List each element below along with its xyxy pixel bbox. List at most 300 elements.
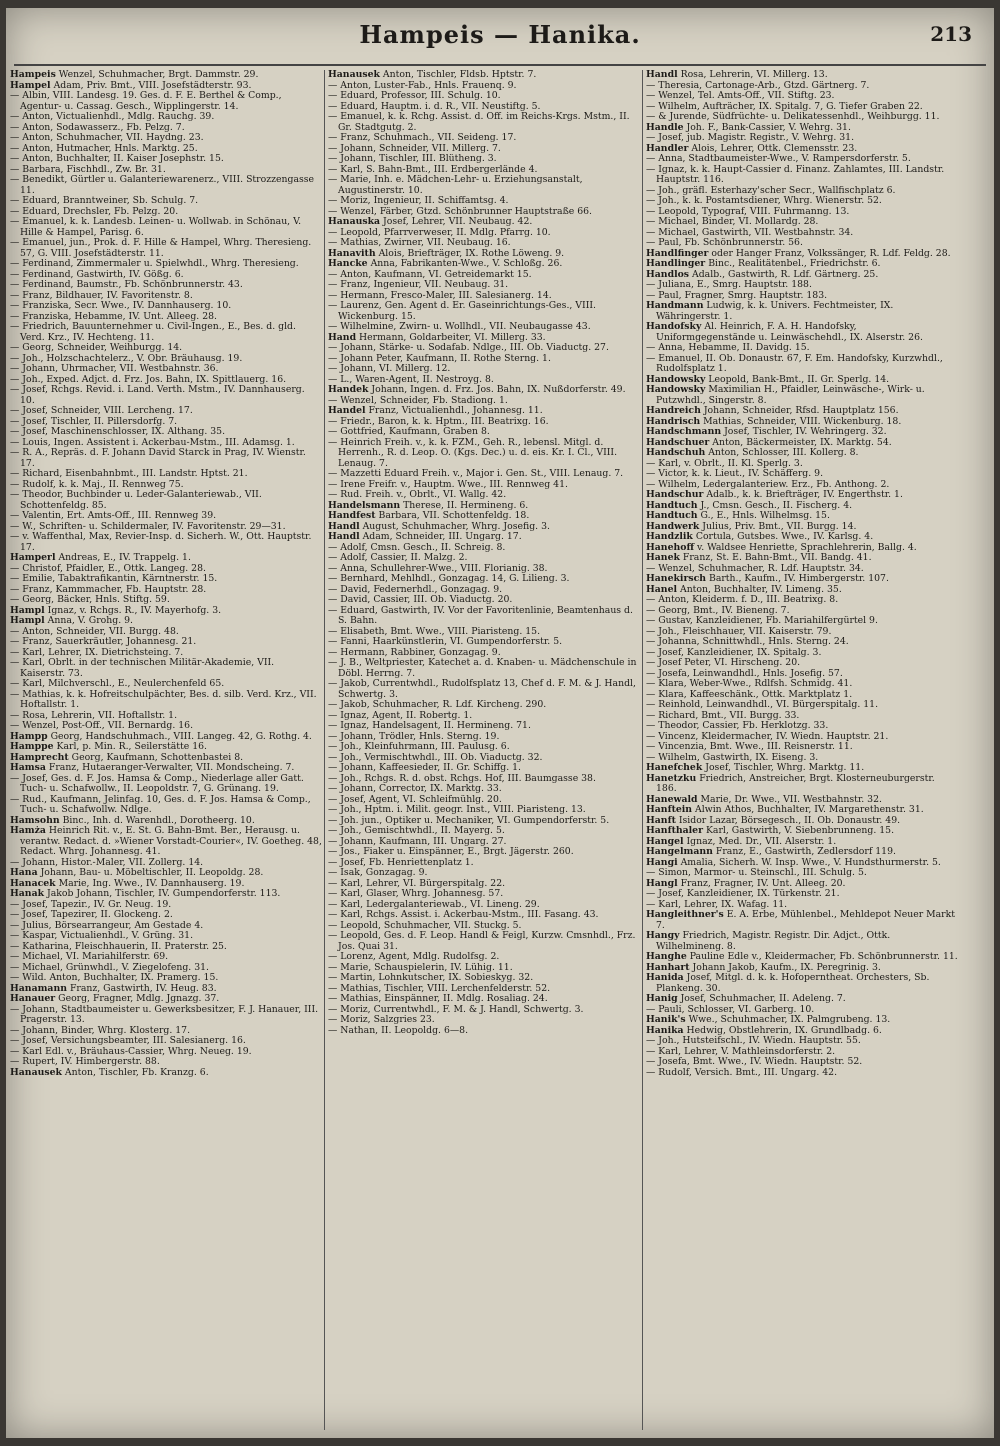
directory-entry — [10, 385, 322, 406]
entry-text: — Rud., Kaufmann, Jelinfag. 10, Ges. d. F. Jos. Hamsa & Comp., Tuch- u. Schafwollw. Ndlge. — [10, 793, 311, 815]
entry-surname: Hamża — [10, 825, 46, 836]
entry-text: — Lorenz, Agent, Mdlg. Rudolfsg. 2. — [328, 951, 500, 962]
entry-text: — Joh., Hptm. i. Milit. geogr. Inst., VIII. Piaristeng. 13. — [328, 804, 586, 815]
entry-text: — Ferdinand, Zimmermaler u. Spielwhdl., Whrg. Theresieng. — [10, 258, 299, 269]
entry-surname: Hampl — [10, 604, 45, 616]
entry-text: — Hermann, Fresco-Maler, III. Salesianerg. 14. — [328, 289, 552, 301]
entry-text: Maximilian H., Pfaidler, Leinwäsche-, Wirk- u. Putzwhdl., Singerstr. 8. — [656, 384, 925, 406]
entry-surname: Hanft — [646, 814, 676, 826]
entry-text: — Michael, VI. Mariahilferstr. 69. — [10, 951, 169, 962]
entry-text: — Karl, Rchgs. Assist. i. Ackerbau-Mstm., III. Fasang. 43. — [328, 909, 599, 920]
entry-text: Al. Heinrich, F. A. H. Handofsky, Uniformgegenstände u. Leinwäschehdl., IX. Alserstr. 26. — [656, 321, 923, 343]
entry-text: — Theodor, Buchbinder u. Leder-Galanteriewab., VII. Schottenfeldg. 85. — [10, 489, 262, 511]
entry-text: — Anton, Kleiderm. f. D., III. Beatrixg. 8. — [646, 594, 839, 605]
entry-text: Amalia, Sicherh. W. Insp. Wwe., V. Hundsthurmerstr. 5. — [680, 856, 941, 868]
entry-surname: Handofsky — [646, 321, 702, 332]
entry-surname: Hampl — [10, 615, 45, 626]
entry-text: — Joh., Kleinfuhrmann, III. Paulusg. 6. — [328, 741, 510, 752]
entry-surname: Handel — [328, 405, 366, 416]
entry-text: — Karl, v. Obrlt., II. Kl. Sperlg. 3. — [646, 457, 803, 469]
entry-text: Friedrich, Anstreicher, Brgt. Klosterneuburgerstr. 186. — [656, 772, 935, 794]
entry-text: — Emilie, Tabaktrafikantin, Kärntnerstr. 15. — [10, 573, 218, 584]
directory-entry — [10, 658, 322, 679]
entry-text: — Wild. Anton, Buchhalter, IX. Pramerg. 15. — [10, 972, 219, 983]
entry-text: — Georg, Bmt., IV. Bieneng. 7. — [646, 604, 790, 616]
entry-text: — Mathias, Tischler, VIII. Lerchenfelderstr. 52. — [328, 982, 551, 994]
directory-entry — [328, 175, 640, 196]
entry-text: — Johann, Stärke- u. Sodafab. Ndlge., III. Ob. Viaductg. 27. — [328, 342, 609, 353]
entry-text: — Rudolf, k. k. Maj., II. Rennweg 75. — [10, 478, 184, 490]
entry-text: — Johann, Binder, Whrg. Klosterg. 17. — [10, 1024, 191, 1036]
entry-text: — David, Cassier, III. Ob. Viaductg. 20. — [328, 594, 513, 605]
entry-text: — Josefa, Bmt. Wwe., IV. Wiedn. Hauptstr. 52. — [646, 1056, 863, 1067]
entry-text: Anton, Schlosser, III. Kollerg. 8. — [708, 447, 859, 458]
entry-text: — Emanuel, II. Ob. Donaustr. 67, F. Em. Handofsky, Kurzwhdl., Rudolfsplatz 1. — [646, 352, 943, 374]
entry-text: Ludwig, k. k. Univers. Fechtmeister, IX. Währingerstr. 1. — [656, 300, 894, 322]
entry-text: Binc., Realitätenbel., Friedrichstr. 6. — [708, 258, 881, 269]
entry-surname: Handwerk — [646, 520, 700, 532]
entry-text: — Wenzel, Färber, Gtzd. Schönbrunner Hauptstraße 66. — [328, 205, 593, 217]
entry-text: — Karl, Lehrer, IX. Dietrichsteing. 7. — [10, 646, 184, 658]
entry-text: — Georg, Bäcker, Hnls. Stiftg. 59. — [10, 594, 170, 605]
entry-text: — Wenzel, Schneider, Fb. Stadiong. 1. — [328, 394, 508, 406]
entry-text: August, Schuhmacher, Whrg. Josefig. 3. — [362, 520, 550, 532]
entry-surname: Hangelmann — [646, 846, 713, 857]
entry-text: — Valentin, Ert. Amts-Off., III. Rennweg 39. — [10, 510, 217, 521]
directory-entry — [10, 1068, 322, 1079]
directory-entry — [646, 301, 958, 322]
entry-text: — Theodor, Cassier, Fb. Herklotzg. 33. — [646, 720, 829, 731]
entry-text: — Josef, Schneider, VIII. Lercheng. 17. — [10, 405, 193, 416]
directory-entry — [646, 354, 958, 375]
entry-text: — Karl, Glaser, Whrg. Johannesg. 57. — [328, 888, 504, 899]
entry-text: — Josef, Tapezirer, II. Glockeng. 2. — [10, 909, 173, 920]
entry-surname: Hanamann — [10, 982, 67, 994]
entry-surname: Hangleithner's — [646, 909, 724, 920]
entry-surname: Handler — [646, 142, 689, 154]
directory-entry — [646, 774, 958, 795]
entry-surname: Handschur — [646, 489, 704, 500]
entry-text: — Kaspar, Victualienhdl., V. Grüng. 31. — [10, 930, 194, 941]
entry-surname: Hanehoff — [646, 541, 695, 553]
entry-text: — W., Schriften- u. Schildermaler, IV. Favoritenstr. 29—31. — [10, 520, 286, 532]
entry-text: — Joh., k. k. Postamtsdiener, Whrg. Wienerstr. 52. — [646, 195, 882, 206]
directory-entry — [646, 910, 958, 931]
entry-text: Anton, Tischler, Fb. Kranzg. 6. — [64, 1066, 209, 1078]
entry-text: — Martin, Lohnkutscher, IX. Sobieskyg. 32. — [328, 972, 534, 983]
entry-text: Marie, Dr. Wwe., VII. Westbahnstr. 32. — [700, 793, 882, 805]
entry-text: Anna, V. Grohg. 9. — [47, 615, 133, 626]
entry-surname: Handlfinger — [646, 247, 709, 259]
entry-text: — Jakob, Schuhmacher, R. Ldf. Kircheng. 290. — [328, 699, 547, 710]
entry-text: — Anton, Luster-Fab., Hnls. Frauenq. 9. — [328, 79, 517, 91]
entry-text: — Eduard, Branntweiner, Sb. Schulg. 7. — [10, 195, 199, 206]
directory-entry — [10, 532, 322, 553]
entry-text: Therese, II. Hermineng. 6. — [403, 499, 529, 511]
entry-text: Hermann, Goldarbeiter, VI. Millerg. 33. — [359, 331, 546, 343]
entry-text: — Eduard, Drechsler, Fb. Pelzg. 20. — [10, 205, 179, 217]
entry-text: — Josef, Kanzleidiener, IX. Spitalg. 3. — [646, 646, 822, 658]
entry-text: — Josef, Rchgs. Revid. i. Land. Verth. Mstm., IV. Dannhauserg. 10. — [10, 384, 305, 406]
directory-entry — [10, 690, 322, 711]
entry-text: — Moriz, Salzgries 23. — [328, 1014, 435, 1025]
entry-text: — Karl, Ledergalanteriewab., VI. Lineng. 29. — [328, 898, 540, 910]
header-rule — [14, 64, 986, 66]
entry-text: Rosa, Lehrerin, VI. Millerg. 13. — [680, 70, 828, 80]
entry-text: Johann, Ingen. d. Frz. Jos. Bahn, IX. Nußdorferstr. 49. — [371, 384, 626, 395]
entry-surname: Hamppe — [10, 741, 54, 752]
directory-entry — [646, 165, 958, 186]
entry-text: Ignaz, v. Rchgs. R., IV. Mayerhofg. 3. — [47, 604, 222, 616]
entry-text: J., Cmsn. Gesch., II. Fischerg. 4. — [700, 499, 853, 511]
entry-text: — Pauli, Schlosser, VI. Garberg. 10. — [646, 1003, 815, 1015]
entry-text: — Eduard, Professor, III. Schulg. 10. — [328, 90, 501, 101]
entry-text: — Ignaz, Agent, II. Robertg. 1. — [328, 709, 473, 721]
entry-surname: Hanewald — [646, 793, 698, 805]
entry-text: — Josef, Tischler, II. Pillersdorfg. 7. — [10, 415, 178, 427]
entry-text: — Johann, Stadtbaumeister u. Gewerksbesitzer, F. J. Hanauer, III. Pragerstr. 13. — [10, 1003, 319, 1025]
entry-text: Wenzel, Schuhmacher, Brgt. Dammstr. 29. — [58, 70, 259, 80]
entry-surname: Hanak — [10, 888, 45, 899]
entry-surname: Hanghe — [646, 951, 687, 962]
entry-text: — Fanni, Haarkünstlerin, VI. Gumpendorferstr. 5. — [328, 636, 563, 647]
entry-text: — Anton, Schneider, VII. Burgg. 48. — [10, 625, 179, 637]
entry-text: Johann, Bau- u. Möbeltischler, II. Leopoldg. 28. — [40, 867, 264, 878]
entry-text: — Adolf, Cassier, II. Malzg. 2. — [328, 552, 468, 563]
entry-text: — Joh., Vermischtwhdl., III. Ob. Viaductg. 32. — [328, 751, 543, 763]
entry-text: — Franz, Sauerkräutler, Johannesg. 21. — [10, 636, 197, 647]
entry-surname: Hanftein — [646, 804, 693, 815]
directory-entry — [328, 112, 640, 133]
entry-text: Franz, Gastwirth, IV. Heug. 83. — [69, 982, 217, 994]
entry-text: Franz, Fragner, IV. Unt. Alleeg. 20. — [680, 877, 846, 889]
entry-text: E. A. Erbe, Mühlenbel., Mehldepot Neuer Markt 7. — [656, 909, 955, 931]
entry-surname: Handschuh — [646, 447, 706, 458]
entry-text: Johann, Schneider, Rfsd. Hauptplatz 156. — [703, 405, 899, 416]
entry-text: — Marie, Schauspielerin, IV. Lühig. 11. — [328, 961, 513, 973]
entry-text: — Emanuel, k. k. Rchg. Assist. d. Off. im Reichs-Krgs. Mstm., II. Gr. Stadtgutg. 2. — [328, 111, 630, 133]
entry-text: — Johann, Tischler, III. Blütheng. 3. — [328, 153, 497, 164]
entry-text: — Isak, Gonzagag. 9. — [328, 867, 428, 878]
entry-text: — Jakob, Currentwhdl., Rudolfsplatz 13, Chef d. F. M. & J. Handl, Schwertg. 3. — [328, 678, 636, 700]
entry-text: — v. Waffenthal, Max, Revier-Insp. d. Sicherh. W., Ott. Hauptstr. 17. — [10, 531, 312, 553]
entry-text: Leopold, Bank-Bmt., II. Gr. Sperlg. 14. — [708, 373, 890, 385]
directory-entry — [328, 1026, 640, 1037]
directory-entry — [10, 1005, 322, 1026]
entry-text: — Josef, Versichungsbeamter, III. Salesianerg. 16. — [10, 1035, 246, 1046]
entry-text: — Josef, Agent, VI. Schleifmühlg. 20. — [328, 793, 502, 805]
entry-surname: Hanig — [646, 993, 678, 1004]
entry-text: — Laurenz, Gen. Agent d. Er. Gaseinrichtungs-Ges., VIII. Wickenburg. 15. — [328, 300, 596, 322]
entry-text: — David, Federnerhdl., Gonzagag. 9. — [328, 583, 503, 595]
entry-text: — Richard, Bmt., VII. Burgg. 33. — [646, 709, 800, 721]
entry-text: — Simon, Marmor- u. Steinschl., III. Schulg. 5. — [646, 867, 867, 878]
column-3 — [646, 70, 958, 1430]
entry-text: — Bernhard, Mehlhdl., Gonzagag. 14, G. Lilieng. 3. — [328, 573, 570, 584]
entry-text: — Vincenz, Kleidermacher, IV. Wiedn. Hauptstr. 21. — [646, 730, 889, 742]
entry-surname: Handlinger — [646, 258, 706, 269]
entry-surname: Hanfthaler — [646, 825, 703, 836]
entry-text: — Eduard, Gastwirth, IV. Vor der Favoritenlinie, Beamtenhaus d. S. Bahn. — [328, 604, 633, 626]
entry-text: — Karl, Lehrer, V. Mathleinsdorferstr. 2. — [646, 1045, 836, 1057]
column-2 — [328, 70, 640, 1430]
entry-text: — Christof, Pfaidler, E., Ottk. Langeg. 28. — [10, 562, 206, 574]
entry-text: — Klara, Weber-Wwe., Rdlfsh. Schmidg. 41. — [646, 678, 853, 689]
entry-text: — Victor, k. k. Lieut., IV. Schäfferg. 9. — [646, 468, 824, 479]
entry-text: — Gustav, Kanzleidiener, Fb. Mariahilfergürtel 9. — [646, 615, 878, 626]
entry-text: — Wenzel, Post-Off., VII. Bernardg. 16. — [10, 720, 194, 731]
entry-text: — Nathan, II. Leopoldg. 6—8. — [328, 1024, 469, 1036]
entry-surname: Hamsohn — [10, 814, 60, 826]
entry-text: Josef, Tischler, IV. Wehringerg. 32. — [724, 426, 887, 437]
entry-text: — Eduard, Hauptm. i. d. R., VII. Neustiftg. 5. — [328, 100, 541, 112]
entry-text: — Paul, Fragner, Smrg. Hauptstr. 183. — [646, 289, 828, 301]
entry-text: — Johann, Corrector, IX. Marktg. 33. — [328, 783, 502, 794]
entry-text: — Karl, Lehrer, VI. Bürgerspitalg. 22. — [328, 877, 506, 889]
entry-text: — Mathias, Zwirner, VII. Neubaug. 16. — [328, 237, 511, 248]
entry-text: Georg, Kaufmann, Schottenbastei 8. — [71, 751, 244, 763]
entry-text: — Friedr., Baron, k. k. Hptm., III. Beatrixg. 16. — [328, 415, 549, 427]
entry-text: — Rosa, Lehrerin, VII. Hoftallstr. 1. — [10, 709, 178, 721]
entry-surname: Hanausek — [328, 70, 380, 80]
entry-text: — Mathias, Einspänner, II. Mdlg. Rosaliag. 24. — [328, 993, 548, 1004]
directory-entry — [10, 490, 322, 511]
entry-text: — Ignaz, Handelsagent, II. Hermineng. 71. — [328, 720, 531, 731]
entry-text: — Leopold, Ges. d. F. Leop. Handl & Feigl, Kurzw. Cmsnhdl., Frz. Jos. Quai 31. — [328, 930, 636, 952]
entry-text: — Anna, Stadtbaumeister-Wwe., V. Rampersdorferstr. 5. — [646, 153, 911, 164]
entry-text: — Albin, VIII. Landesg. 19. Ges. d. F. E. Berthel & Comp., Agentur- u. Cassag. Gesch., Wipplingerstr. 14. — [10, 90, 282, 112]
entry-text: Hedwig, Obstlehrerin, IX. Grundlbadg. 6. — [686, 1024, 882, 1036]
directory-entry — [646, 322, 958, 343]
page-number: 213 — [930, 22, 972, 46]
entry-text: — Richard, Eisenbahnbmt., III. Landstr. Hptst. 21. — [10, 468, 248, 479]
entry-text: — Emanuel, k. k. Landesb. Leinen- u. Wollwab. in Schönau, V. Hille & Hampel, Parisg. 6. — [10, 216, 302, 238]
entry-text: Georg, Handschuhmach., VIII. Langeg. 42, G. Rothg. 4. — [50, 730, 312, 742]
directory-entry — [10, 91, 322, 112]
entry-text: — Josef, Kanzleidiener, IX. Türkenstr. 21. — [646, 888, 840, 899]
entry-text: Friedrich, Magistr. Registr. Dir. Adjct., Ottk. Wilhelmineng. 8. — [656, 930, 891, 952]
entry-surname: Handl — [646, 70, 678, 80]
entry-text: — Vincenzia, Bmt. Wwe., III. Reisnerstr. 11. — [646, 741, 853, 752]
entry-surname: Hanika — [646, 1024, 684, 1036]
directory-entry — [10, 795, 322, 816]
entry-text: — Johann, Trödler, Hnls. Sterng. 19. — [328, 730, 500, 742]
entry-surname: Handl — [328, 520, 360, 532]
entry-text: — Karl, Milchverschl., E., Neulerchenfeld 65. — [10, 678, 225, 689]
entry-text: oder Hanger Franz, Volkssänger, R. Ldf. Feldg. 28. — [711, 247, 951, 259]
entry-surname: Hangi — [646, 856, 678, 868]
entry-text: — Anton, Victualienhdl., Mdlg. Rauchg. 39. — [10, 111, 215, 122]
entry-surname: Handschmann — [646, 426, 722, 437]
entry-text: — Franz, Schuhmach., VII. Seideng. 17. — [328, 132, 517, 143]
entry-text: — Joh., Hutsteifschl., IV. Wiedn. Hauptstr. 55. — [646, 1035, 861, 1046]
entry-text: Josef, Mitgl. d. k. k. Hofoperntheat. Orchesters, Sb. Plankeng. 30. — [656, 972, 930, 994]
entry-surname: Hand — [328, 331, 357, 343]
entry-surname: Hanek — [646, 552, 680, 563]
entry-text: — Hermann, Rabbiner, Gonzagag. 9. — [328, 646, 501, 658]
entry-text: — Marie, Inh. e. Mädchen-Lehr- u. Erziehungsanstalt, Augustinerstr. 10. — [328, 174, 583, 196]
entry-text: — Leopold, Schuhmacher, VII. Stuckg. 5. — [328, 919, 522, 931]
entry-text: — Katharina, Fleischhauerin, II. Praterstr. 25. — [10, 940, 227, 952]
directory-entry — [328, 658, 640, 679]
entry-text: — Josef, Tapezir., IV. Gr. Neug. 19. — [10, 898, 172, 910]
entry-text: — Moriz, Currentwhdl., F. M. & J. Handl, Schwertg. 3. — [328, 1003, 584, 1015]
directory-entry — [10, 826, 322, 858]
directory-entry — [646, 973, 958, 994]
entry-surname: Hanavith — [328, 247, 376, 259]
entry-text: — Joh., Rchgs. R. d. obst. Rchgs. Hof, III. Baumgasse 38. — [328, 772, 596, 784]
entry-surname: Hanhart — [646, 961, 690, 973]
entry-text: Josef, Lehrer, VII. Neubaug. 42. — [383, 216, 533, 227]
entry-text: — Joh., Fleischhauer, VII. Kaiserstr. 79. — [646, 625, 832, 637]
entry-surname: Hancke — [328, 258, 368, 269]
directory-entry — [646, 931, 958, 952]
entry-text: — Michael, Binder, VI. Mollardg. 28. — [646, 216, 819, 227]
entry-surname: Hanacek — [10, 877, 56, 889]
entry-text: — Franz, Ingenieur, VII. Neubaug. 31. — [328, 279, 509, 290]
directory-entry — [328, 438, 640, 470]
directory-entry — [328, 606, 640, 627]
directory-entry — [10, 175, 322, 196]
entry-surname: Hangel — [646, 835, 684, 847]
entry-text: Franz, Hutaeranger-Verwalter, VII. Mondscheing. 7. — [48, 762, 295, 773]
entry-text: Adam, Priv. Bmt., VIII. Josefstädterstr. 93. — [53, 79, 252, 91]
entry-surname: Hanefchek — [646, 762, 703, 773]
entry-text: — Johann, Uhrmacher, VII. Westbahnstr. 36. — [10, 363, 219, 374]
entry-text: — Ferdinand, Baumstr., Fb. Schönbrunnerstr. 43. — [10, 279, 243, 290]
entry-text: — Josef, Maschinenschlosser, IX. Althang. 35. — [10, 426, 226, 437]
entry-surname: Hanida — [646, 972, 684, 983]
directory-entry — [328, 301, 640, 322]
entry-surname: Hangl — [646, 877, 678, 889]
entry-text: Alois, Lehrer, Ottk. Clemensstr. 23. — [691, 142, 858, 154]
entry-text: — Rud. Freih. v., Obrlt., VI. Wallg. 42. — [328, 489, 507, 500]
page-title: Hampeis — Hanika. — [359, 20, 641, 49]
column-divider — [642, 70, 643, 1430]
entry-surname: Hangy — [646, 930, 680, 941]
entry-text: Anton, Buchhalter, IV. Limeng. 35. — [679, 583, 842, 595]
entry-text: Josef, Schuhmacher, II. Adeleng. 7. — [680, 993, 846, 1004]
directory-entry — [10, 774, 322, 795]
entry-text: — Ignaz, k. k. Haupt-Cassier d. Finanz. Zahlamtes, III. Landstr. Hauptstr. 116. — [646, 163, 945, 185]
entry-text: Johann Jakob, Kaufm., IX. Peregrinig. 3. — [692, 961, 881, 973]
entry-text: — Reinhold, Leinwandhdl., VI. Bürgerspitalg. 11. — [646, 699, 879, 710]
entry-text: — Franziska, Secr. Wwe., IV. Dannhauserg. 10. — [10, 300, 232, 311]
entry-text: — Gottfried, Kaufmann, Graben 8. — [328, 426, 490, 437]
entry-text: — Franziska, Hebamme, IV. Unt. Alleeg. 28. — [10, 310, 218, 322]
entry-surname: Hamsa — [10, 762, 46, 773]
entry-text: — Karl, Obrlt. in der technischen Militär-Akademie, VII. Kaiserstr. 73. — [10, 657, 275, 679]
entry-surname: Handek — [328, 384, 369, 395]
entry-text: — Rudolf, Versich. Bmt., III. Ungarg. 42. — [646, 1066, 838, 1078]
entry-text: Anton, Tischler, Fldsb. Hptstr. 7. — [382, 70, 537, 80]
entry-text: — Michael, Gastwirth, VII. Westbahnstr. 34. — [646, 226, 854, 238]
entry-surname: Handzlik — [646, 531, 693, 542]
entry-text: Julius, Priv. Bmt., VII. Burgg. 14. — [702, 520, 857, 532]
entry-surname: Handl — [328, 531, 360, 542]
entry-text: — Georg, Schneider, Weihburgg. 14. — [10, 342, 183, 353]
entry-text: — R. A., Repräs. d. F. Johann David Starck in Prag, IV. Wienstr. 17. — [10, 447, 306, 469]
entry-text: Franz, Victualienhdl., Johannesg. 11. — [368, 405, 543, 416]
entry-text: Heinrich Rit. v., E. St. G. Bahn-Bmt. Ber., Herausg. u. verantw. Redact. d. »Wiener Vorstadt-Courier«, IV. Goetheg. 48, Redact. Whrg. Johannesg. 41. — [20, 825, 322, 857]
entry-surname: Handreich — [646, 405, 701, 416]
directory-entry — [10, 322, 322, 343]
entry-text: — Leopold, Typograf, VIII. Fuhrmanng. 13. — [646, 205, 850, 217]
entry-surname: Handtuch — [646, 510, 698, 521]
entry-text: — Anton, Buchhalter, II. Kaiser Josephstr. 15. — [10, 153, 224, 164]
entry-text: — Franz, Kammmacher, Fb. Hauptstr. 28. — [10, 583, 207, 595]
entry-text: Franz, St. E. Bahn-Bmt., VII. Bandg. 41. — [682, 552, 872, 563]
directory-entry — [328, 679, 640, 700]
entry-text: — Karl, Lehrer, IX. Wafag. 11. — [646, 898, 788, 910]
entry-text: — Emanuel, jun., Prok. d. F. Hille & Hampel, Whrg. Theresieng. 57, G. VIII. Josefstädterstr. 11. — [10, 237, 312, 259]
entry-text: Isidor Lazar, Börsegesch., II. Ob. Donaustr. 49. — [678, 814, 901, 826]
entry-text: — Jos., Fiaker u. Einspänner, E., Brgt. Jägerstr. 260. — [328, 846, 574, 857]
entry-surname: Handtuch — [646, 499, 698, 511]
entry-text: — Adolf, Cmsn. Gesch., II. Schreig. 8. — [328, 541, 506, 553]
entry-text: — Johann, VI. Millerg. 12. — [328, 363, 451, 374]
entry-text: — Juliana, E., Smrg. Hauptstr. 188. — [646, 279, 812, 290]
entry-text: Cortula, Gutsbes. Wwe., IV. Karlsg. 4. — [695, 531, 874, 542]
entry-text: — Joh., Gemischtwhdl., II. Mayerg. 5. — [328, 825, 505, 836]
entry-surname: Hamprecht — [10, 751, 69, 763]
entry-text: — Johann Peter, Kaufmann, II. Rothe Sterng. 1. — [328, 352, 551, 364]
entry-text: — Elisabeth, Bmt. Wwe., VIII. Piaristeng. 15. — [328, 625, 541, 637]
entry-text: — Johann, Schneider, VII. Millerg. 7. — [328, 142, 501, 154]
entry-text: Barth., Kaufm., IV. Himbergerstr. 107. — [708, 573, 889, 584]
entry-text: — Wenzel, Schuhmacher, R. Ldf. Hauptstr. 34. — [646, 562, 864, 574]
entry-text: Adam, Schneider, III. Ungarg. 17. — [362, 531, 522, 542]
entry-surname: Handelsmann — [328, 499, 401, 511]
entry-text: — Mathias, k. k. Hofreitschulpächter, Bes. d. silb. Verd. Krz., VII. Hoftallstr. 1. — [10, 688, 317, 710]
entry-surname: Hana — [10, 867, 38, 878]
entry-text: — Michael, Grünwhdl., V. Ziegelofeng. 31. — [10, 961, 209, 973]
entry-surname: Hamperl — [10, 552, 56, 563]
entry-text: — Anton, Hutmacher, Hnls. Marktg. 25. — [10, 142, 198, 154]
column-divider — [324, 70, 325, 1430]
entry-text: — Johann, Kaffeesieder, II. Gr. Schiffg. 1. — [328, 762, 522, 773]
entry-text: — Josef, jub. Magistr. Registr., V. Wehrg. 31. — [646, 132, 855, 143]
entry-surname: Handmann — [646, 300, 704, 311]
entry-text: — Josefa, Leinwandhdl., Hnls. Josefig. 57. — [646, 667, 843, 679]
entry-surname: Handrisch — [646, 415, 701, 427]
entry-text: — Johanna, Schnittwhdl., Hnls. Sterng. 24. — [646, 636, 849, 647]
entry-text: — Josef Peter, VI. Hirscheng. 20. — [646, 657, 801, 668]
entry-surname: Hanik's — [646, 1014, 686, 1025]
entry-text: — L., Waren-Agent, II. Nestroyg. 8. — [328, 373, 494, 385]
entry-text: — Heinrich Freih. v., k. k. FZM., Geh. R., lebensl. Mitgl. d. Herrenh., R. d. Leop. O. (Kgs. Dec.) u. d. eis. Kr. I. Cl., VIII. Lenaug. 7. — [328, 436, 618, 469]
entry-text: Marie, Ing. Wwe., IV. Dannhauserg. 19. — [58, 877, 245, 889]
entry-text: — Joh., gräfl. Esterhazy'scher Secr., Wallfischplatz 6. — [646, 184, 896, 196]
entry-text: G., E., Hnls. Wilhelmsg. 15. — [700, 510, 830, 521]
entry-text: — Moriz, Ingenieur, II. Schiffamtsg. 4. — [328, 195, 509, 206]
entry-text: — Anton, Schuhmacher, VII. Haydng. 23. — [10, 132, 204, 143]
entry-text: Barbara, VII. Schottenfeldg. 18. — [378, 510, 530, 521]
entry-text: — & Jurende, Südfrüchte- u. Delikatessenhdl., Weihburgg. 11. — [646, 111, 940, 122]
page-header — [6, 20, 994, 60]
entry-text: — Wilhelm, Aufträcher, IX. Spitalg. 7, G. Tiefer Graben 22. — [646, 100, 923, 112]
entry-text: — Wilhelm, Ledergalanteriew. Erz., Fb. Anthong. 2. — [646, 478, 890, 490]
entry-text: Josef, Tischler, Whrg. Marktg. 11. — [705, 762, 865, 773]
entry-text: Jakob Johann, Tischler, IV. Gumpendorferstr. 113. — [47, 888, 281, 899]
entry-text: — Benedikt, Gürtler u. Galanteriewarenerz., VIII. Strozzengasse 11. — [10, 174, 315, 196]
entry-text: — Irene Freifr. v., Hauptm. Wwe., III. Rennweg 41. — [328, 478, 568, 490]
entry-surname: Hampeis — [10, 70, 56, 80]
entry-text: — Wilhelmine, Zwirn- u. Wollhdl., VII. Neubaugasse 43. — [328, 321, 591, 332]
entry-surname: Hampp — [10, 730, 48, 742]
entry-surname: Hanekirsch — [646, 573, 707, 584]
directory-page — [6, 8, 994, 1438]
